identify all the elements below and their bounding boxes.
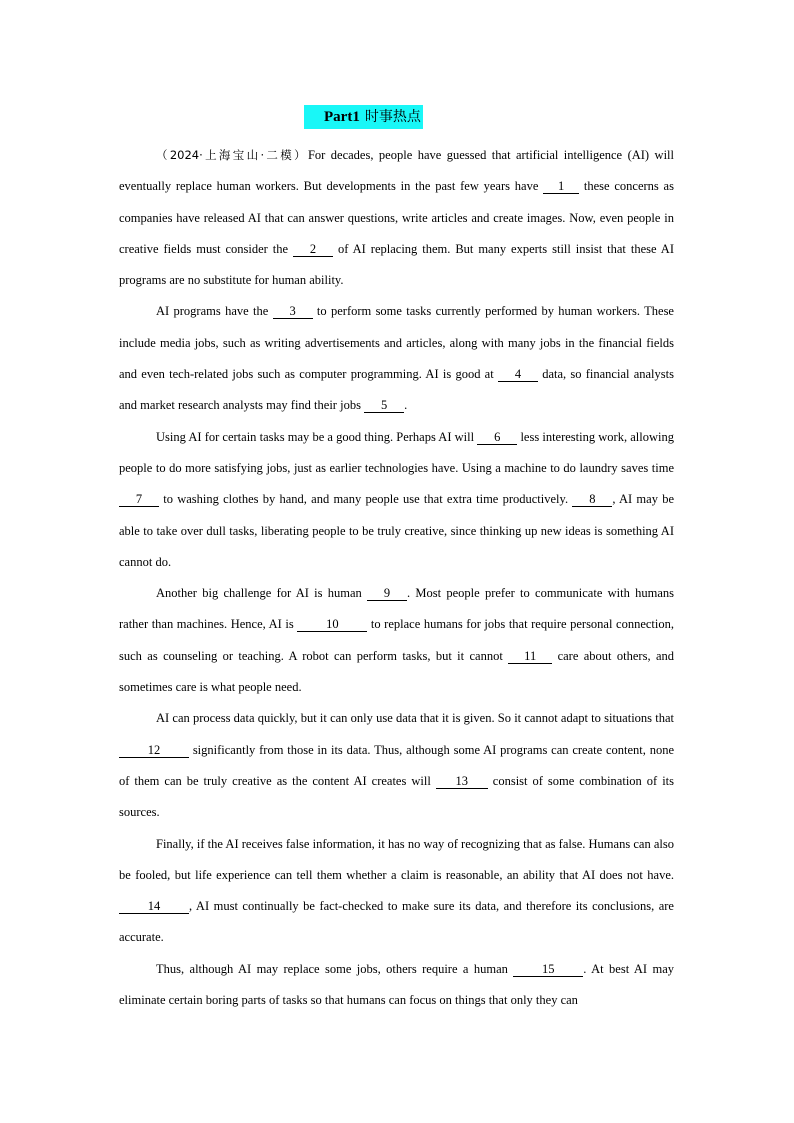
paragraph-4 [119, 578, 674, 703]
paragraph-text: data, so financial analysts and market research analysts may find their jobs [119, 367, 674, 413]
paragraph-text: AI programs have the [156, 304, 273, 319]
blank-10: 10 [297, 617, 367, 632]
blank-15: 15 [513, 962, 583, 977]
paragraph-3 [119, 422, 674, 578]
paragraph-text: For decades, people have guessed that artificial intelligence (AI) will eventually replace human workers. But developments in the past few years have [119, 148, 674, 194]
blank-5: 5 [364, 398, 404, 413]
blank-2: 2 [293, 242, 333, 257]
paragraph-text: significantly from those in its data. Thus, although some AI programs can create content, none of them can be truly creative as the content AI creates will [119, 742, 674, 788]
paragraph-text: Finally, if the AI receives false information, it has no way of recognizing that as false. Humans can also be fooled, but life experience can tell them whether a claim is reasonable, an ability that AI does not have. [119, 836, 674, 882]
paragraph-text: AI can process data quickly, but it can only use data that it is given. So it cannot adapt to situations that [156, 711, 674, 726]
blank-1: 1 [543, 179, 579, 194]
paragraph-text: Another big challenge for AI is human [156, 586, 368, 601]
paragraph-text: less interesting work, allowing people to do more satisfying jobs, just as earlier technologies have. Using a machine to do laundry saves time [119, 429, 675, 475]
paragraph-text: to replace humans for jobs that require personal connection, such as counseling or teaching. A robot can perform tasks, but it cannot [119, 617, 674, 663]
blank-4: 4 [498, 367, 538, 382]
source-note: （2024·上海宝山·二模） [156, 148, 308, 162]
blank-12: 12 [119, 743, 189, 758]
section-title: 时事热点 [364, 109, 421, 125]
paragraph-text: . Most people prefer to communicate with humans rather than machines. Hence, AI is [119, 586, 674, 632]
paragraph-text: these concerns as companies have released AI that can answer questions, write articles and create images. Now, even people in creative fields must consider the [119, 179, 674, 256]
paragraph-text: . [404, 398, 408, 413]
blank-11: 11 [508, 649, 552, 664]
paragraph-text: Using AI for certain tasks may be a good thing. Perhaps AI will [156, 429, 478, 444]
paragraph-text: Thus, although AI may replace some jobs, others require a human [156, 961, 514, 976]
paragraph-text: to perform some tasks currently performed by human workers. These include media jobs, such as writing advertisements and articles, along with many jobs in the financial fields and even tech-related jobs such as computer programming. AI is good at [119, 304, 674, 382]
paragraph-6 [119, 829, 674, 954]
blank-14: 14 [119, 899, 189, 914]
blank-3: 3 [273, 304, 313, 319]
paragraph-2 [119, 296, 674, 421]
cloze-passage [119, 140, 674, 1016]
blank-9: 9 [367, 586, 407, 601]
section-heading [304, 105, 423, 129]
paragraph-text: to washing clothes by hand, and many people use that extra time productively. [159, 492, 573, 507]
paragraph-7 [119, 954, 674, 1017]
paragraph-text: . At best AI may eliminate certain boring parts of tasks so that humans can focus on things that only they can [119, 961, 675, 1008]
blank-7: 7 [119, 492, 159, 507]
blank-13: 13 [436, 774, 488, 789]
paragraph-text: consist of some combination of its sources. [119, 773, 675, 820]
blank-6: 6 [477, 430, 517, 445]
paragraph-text: care about others, and sometimes care is what people need. [119, 648, 674, 695]
paragraph-text: , AI may be able to take over dull tasks, liberating people to be truly creative, since thinking up new ideas is something AI cannot do. [119, 492, 674, 569]
section-part-label: Part1 [324, 109, 360, 125]
paragraph-text: of AI replacing them. But many experts still insist that these AI programs are no substitute for human ability. [119, 241, 674, 288]
paragraph-5 [119, 703, 674, 828]
paragraph-text: , AI must continually be fact-checked to make sure its data, and therefore its conclusions, are accurate. [119, 899, 674, 945]
section-heading-highlight [304, 105, 423, 129]
paragraph-1 [119, 140, 674, 296]
blank-8: 8 [572, 492, 612, 507]
